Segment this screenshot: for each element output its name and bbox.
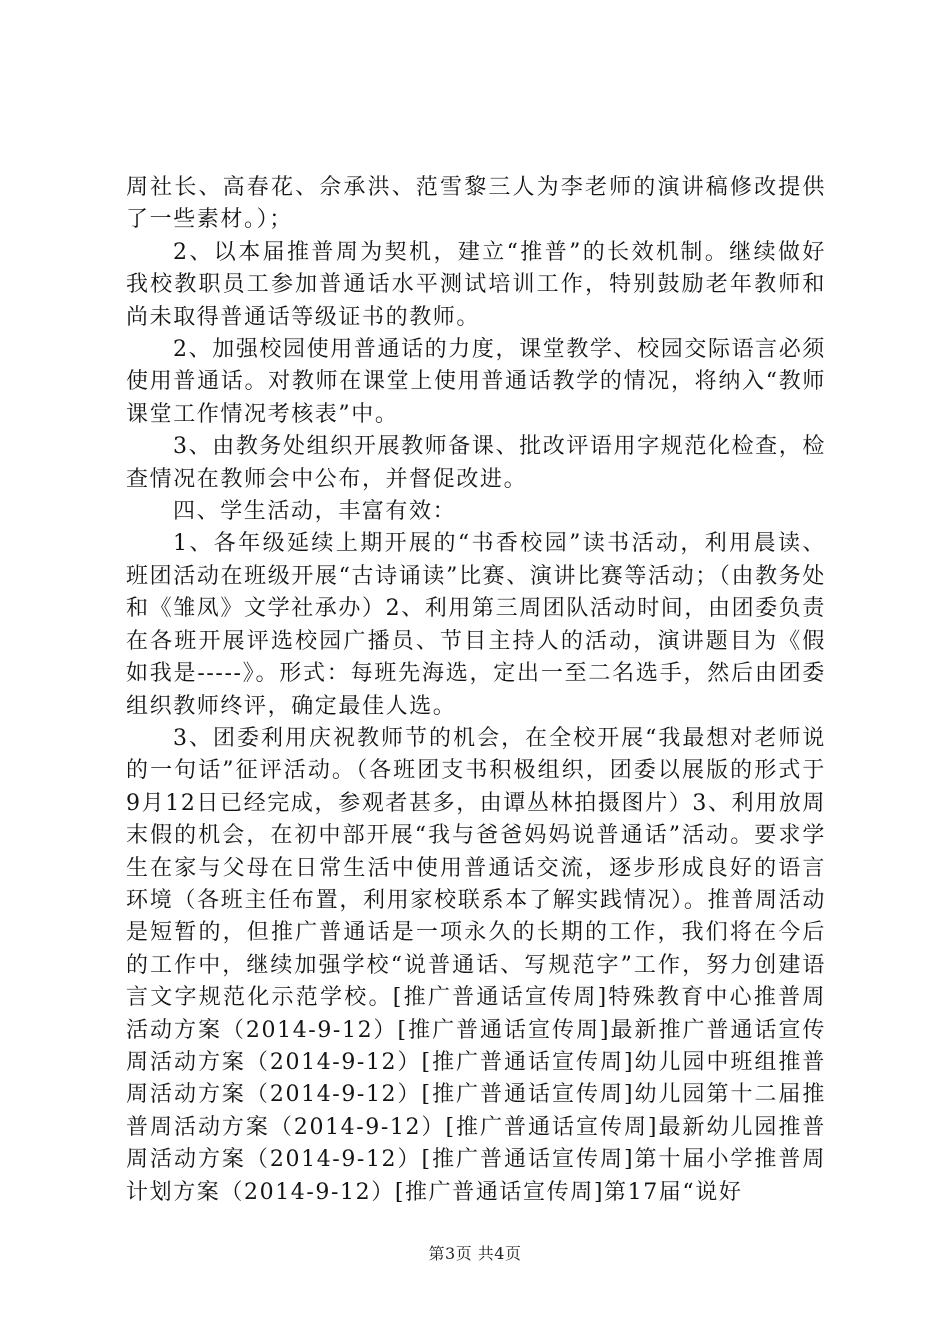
paragraph-1: 周社长、高春花、佘承洪、范雪黎三人为李老师的演讲稿修改提供了一些素材。）； <box>126 175 826 233</box>
document-body <box>126 172 826 1209</box>
paragraph-2: 2、以本届推普周为契机，建立“推普”的长效机制。继续做好我校教职员工参加普通话水平测试培训工作，特别鼓励老年教师和尚未取得普通话等级证书的教师。 <box>126 239 826 330</box>
paragraph-7: 3、团委利用庆祝教师节的机会，在全校开展“我最想对老师说的一句话”征评活动。（各班团支书积极组织，团委以展版的形式于9月12日已经完成，参观者甚多，由谭丛林拍摄图片）3、利用放周末假的机会，在初中部开展“我与爸爸妈妈说普通话”活动。要求学生在家与父母在日常生活中使用普通话交流，逐步形成良好的语言环境（各班主任布置，利用家校联系本了解实践情况）。推普周活动是短暂的，但推广普通话是一项永久的长期的工作，我们将在今后的工作中，继续加强学校“说普通话、写规范字”工作，努力创建语言文字规范化示范学校。[推广普通话宣传周]特殊教育中心推普周活动方案（2014-9-12）[推广普通话宣传周]最新推广普通话宣传周活动方案（2014-9-12）[推广普通话宣传周]幼儿园中班组推普周活动方案（2014-9-12）[推广普通话宣传周]幼儿园第十二届推普周活动方案（2014-9-12）[推广普通话宣传周]最新幼儿园推普周活动方案（2014-9-12）[推广普通话宣传周]第十届小学推普周计划方案（2014-9-12）[推广普通话宣传周]第17届“说好 <box>126 725 826 1205</box>
page-number-footer: 第3页 共4页 <box>428 1244 522 1263</box>
paragraph-4: 3、由教务处组织开展教师备课、批改评语用字规范化检查，检查情况在教师会中公布，并督促改进。 <box>126 434 826 492</box>
paragraph-6: 1、各年级延续上期开展的“书香校园”读书活动，利用晨读、班团活动在班级开展“古诗诵读”比赛、演讲比赛等活动；（由教务处和《雏凤》文学社承办）2、利用第三周团队活动时间，由团委负责在各班开展评选校园广播员、节目主持人的活动，演讲题目为《假如我是-----》。形式：每班先海选，定出一至二名选手，然后由团委组织教师终评，确定最佳人选。 <box>126 531 826 719</box>
paragraph-3: 2、加强校园使用普通话的力度，课堂教学、校园交际语言必须使用普通话。对教师在课堂上使用普通话教学的情况，将纳入“教师课堂工作情况考核表”中。 <box>126 337 826 427</box>
section-heading-student-activities: 四、学生活动，丰富有效： <box>173 499 457 525</box>
